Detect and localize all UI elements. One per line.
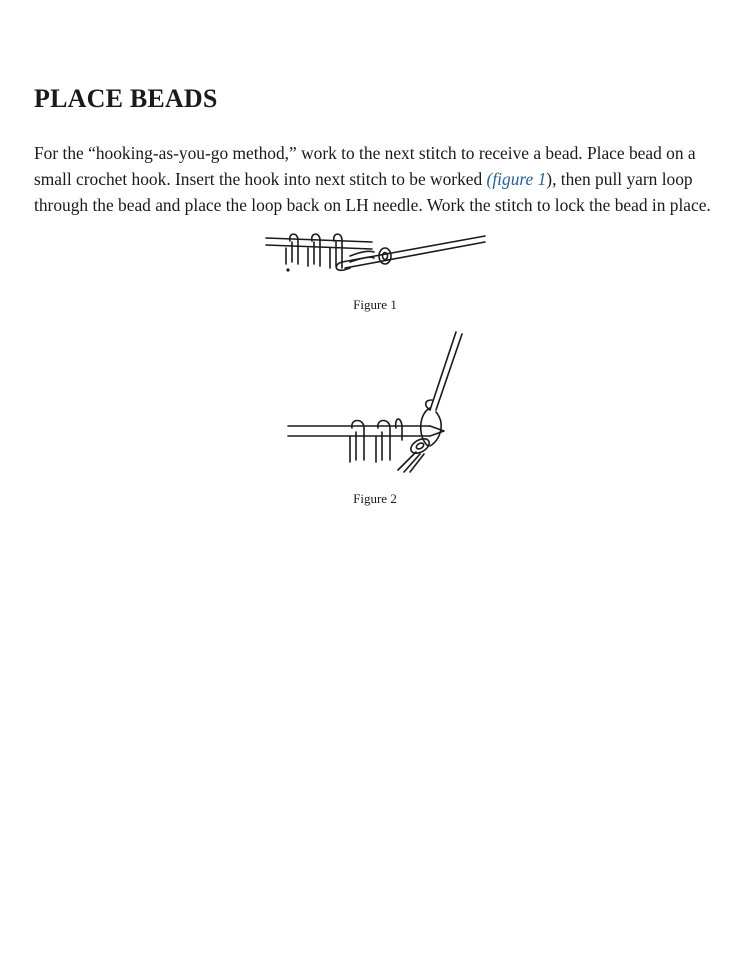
section-heading: PLACE BEADS — [34, 84, 218, 113]
figure-1-caption: Figure 1 — [353, 297, 397, 312]
figure-2-illustration — [0, 328, 750, 476]
figure-1-link[interactable]: (figure 1 — [486, 169, 547, 189]
instruction-paragraph — [34, 140, 724, 218]
paragraph-text-after: ), then pull yarn loop through the bead and place the loop back on LH needle. Work the stitch to lock the bead in place. — [34, 169, 711, 215]
paragraph-text-before: For the “hooking-as-you-go method,” work to the next stitch to receive a bead. Place bead on a small crochet hook. Insert the hook into next stitch to be worked — [34, 143, 696, 189]
figure-2-caption: Figure 2 — [353, 491, 397, 506]
figure-1-illustration — [0, 228, 750, 278]
